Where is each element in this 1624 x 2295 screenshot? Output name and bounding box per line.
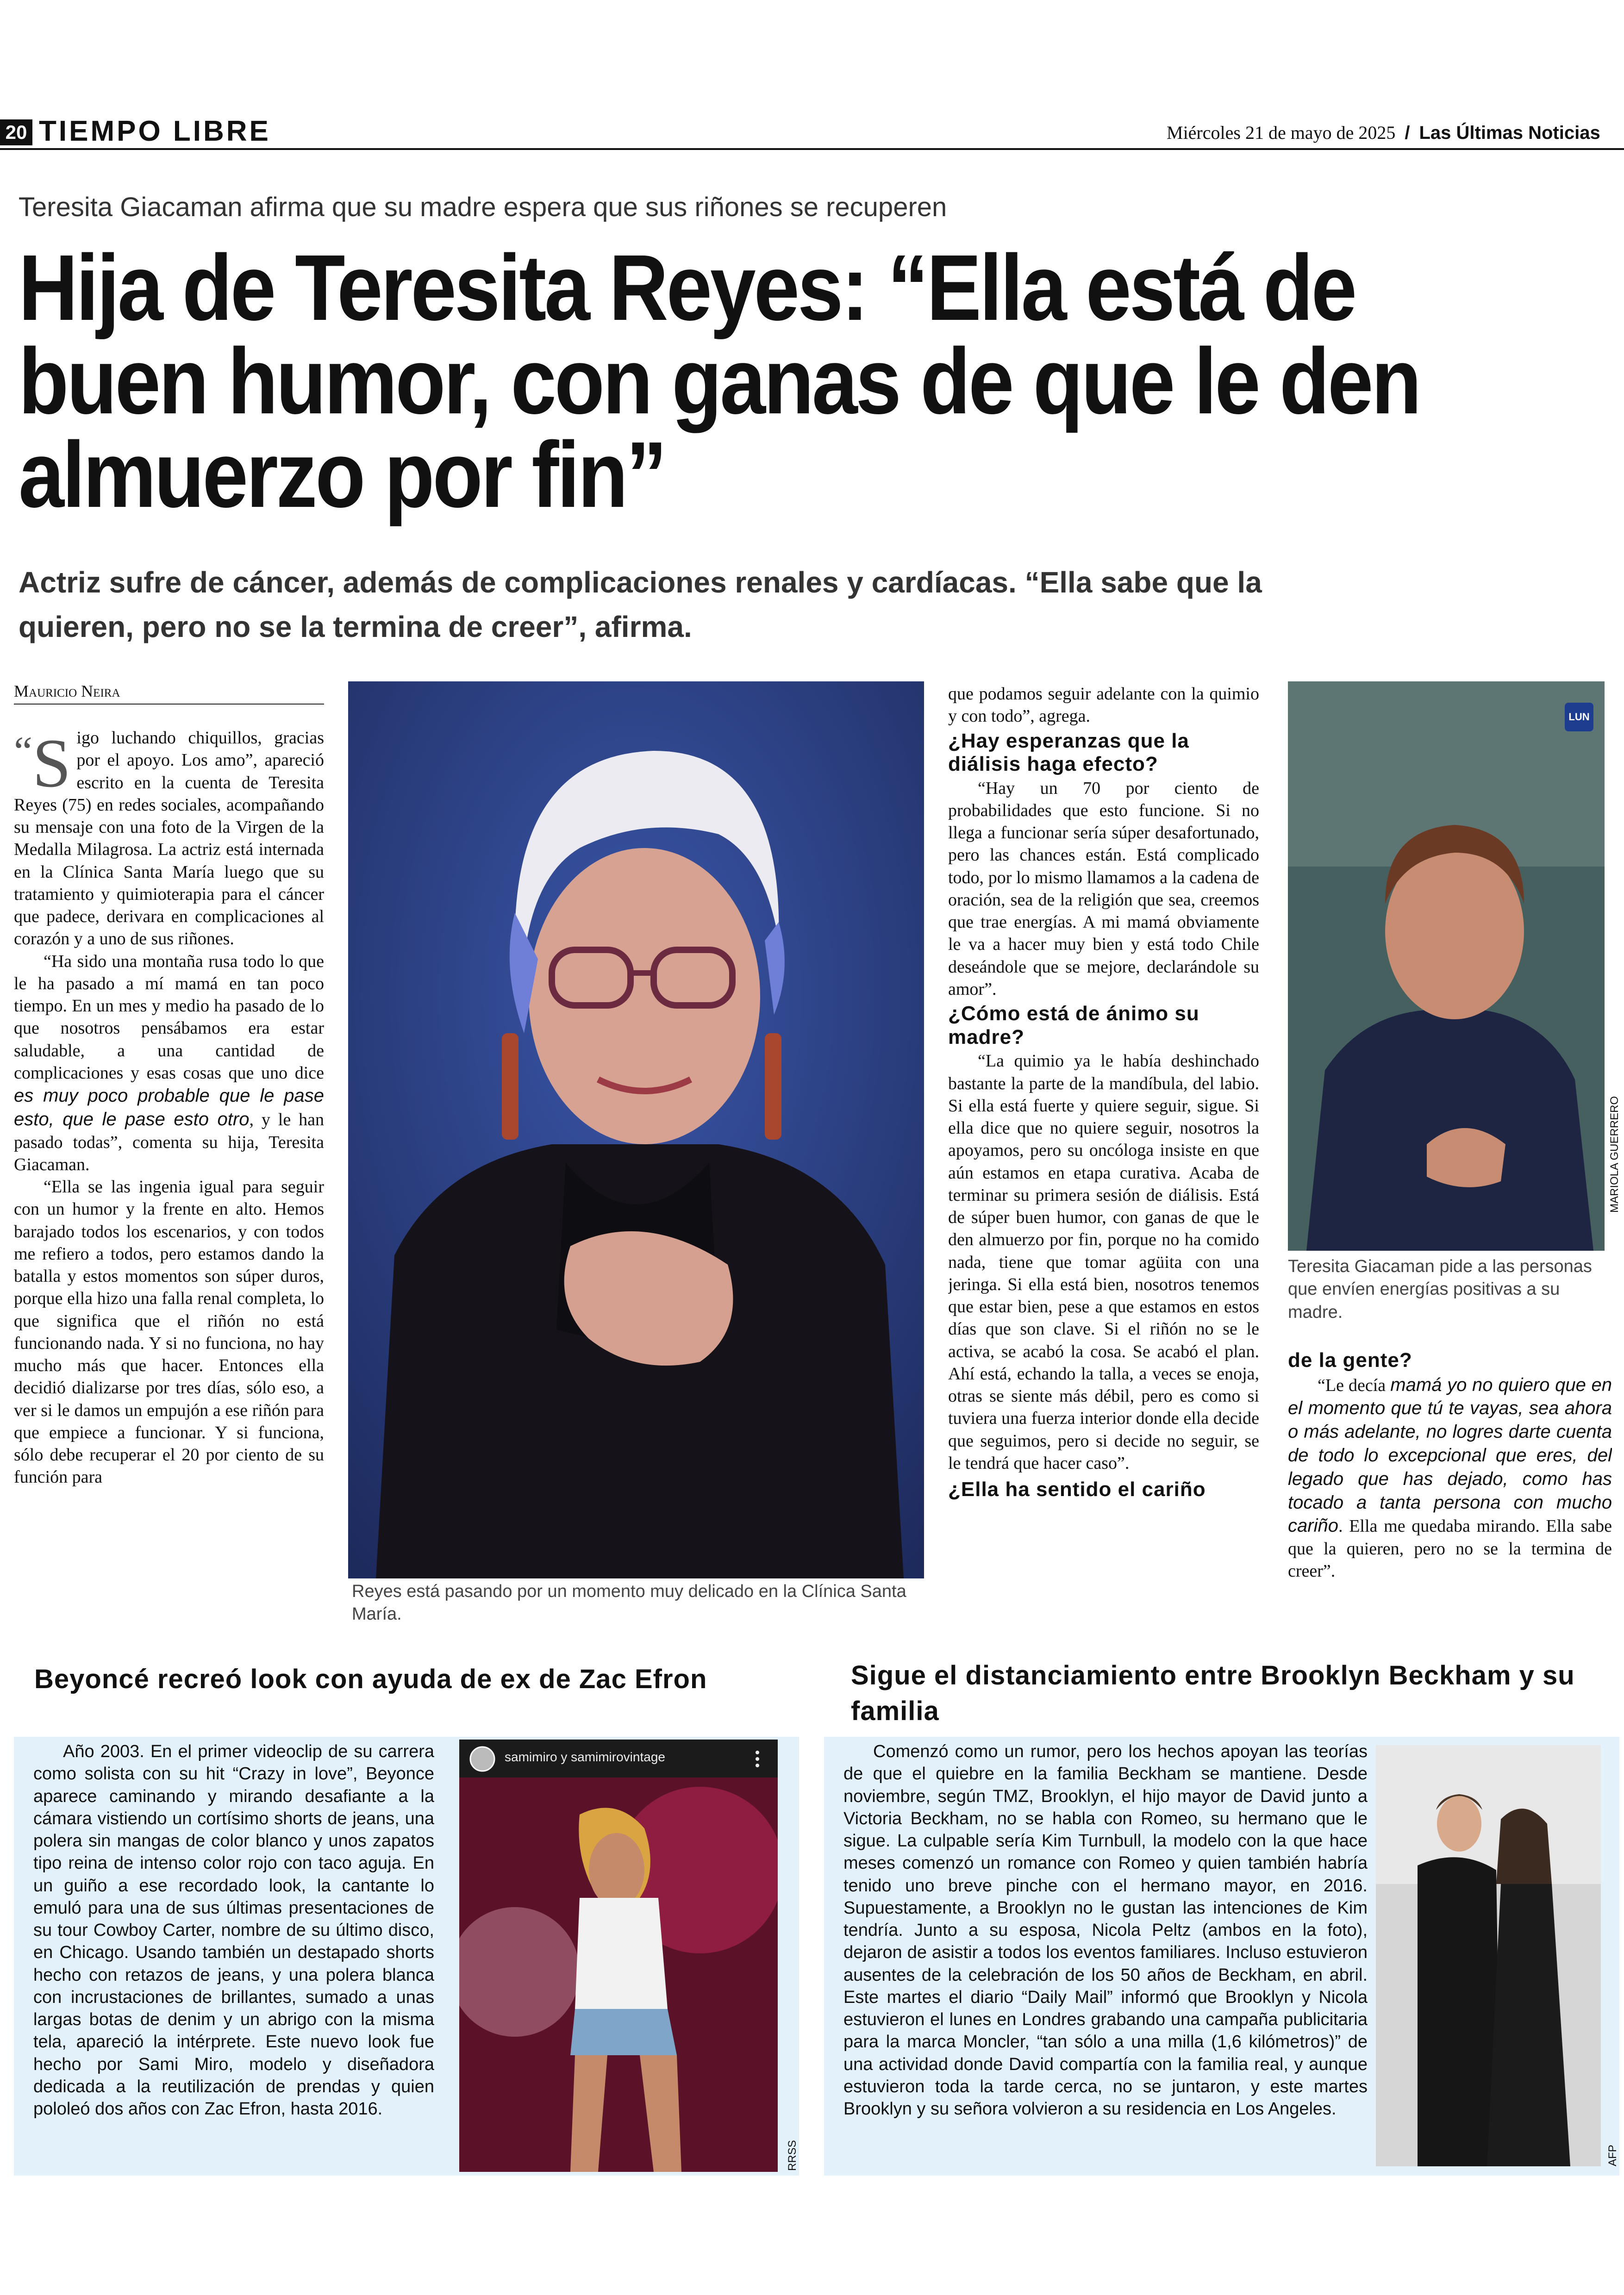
article-column-3 [948, 683, 1259, 1632]
drop-cap [14, 727, 71, 802]
article-paragraph [14, 950, 324, 1176]
article-paragraph [14, 727, 324, 950]
paragraph-text: . Ella me quedaba mirando. Ella sabe que la quieren, pero no se la termina de creer”. [1288, 1516, 1612, 1581]
headline-line: buen humor, con ganas de que le den [19, 329, 1420, 433]
page-number: 20 [0, 119, 32, 145]
photo-caption: Reyes está pasando por un momento muy delicado en la Clínica Santa María. [352, 1582, 906, 1624]
instagram-screenshot [459, 1740, 778, 2172]
headline-line: almuerzo por fin” [19, 422, 665, 527]
header-rule [0, 148, 1624, 150]
interview-question: ¿Cómo está de ánimo su madre? [948, 1002, 1199, 1048]
interview-question: de la gente? [1288, 1349, 1412, 1372]
photo-teresita-giacaman [1288, 681, 1605, 1251]
header-dateline [1167, 122, 1600, 143]
article-paragraph [1288, 1373, 1612, 1583]
portrait-illustration [1288, 681, 1605, 1251]
instagram-username: samimiro y samimirovintage [505, 1750, 665, 1764]
interview-question: ¿Ella ha sentido el cariño [948, 1478, 1206, 1501]
article-paragraph: que podamos seguir adelante con la quimio y con todo”, agrega. [948, 684, 1259, 726]
more-options-icon [754, 1750, 761, 1768]
article-subhead: Actriz sufre de cáncer, además de complicaciones renales y cardíacas. “Ella sabe que la quieren, pero no se la termina de creer”, afirma. [19, 566, 1262, 643]
beyonce-story-title: Beyoncé recreó look con ayuda de ex de Zac Efron [34, 1664, 707, 1694]
byline: Mauricio Neira [14, 682, 120, 700]
drop-cap-letter: S [32, 727, 71, 802]
drop-cap-quote: “ [14, 729, 32, 774]
beckham-story-title: Sigue el distanciamiento entre Brooklyn Beckham y su familia [851, 1660, 1575, 1726]
interview-question: ¿Hay esperanzas que la diálisis haga efecto? [948, 729, 1189, 776]
beyonce-story-text: Año 2003. En el primer videoclip de su carrera como solista con su hit “Crazy in love”, Beyonce aparece caminando y mirando desafiante a la cámara vistiendo un cortísimo shorts de jeans, una polera sin mangas de color blanco y unos zapatos tipo reina de intenso color rojo con taco aguja. En un guiño a ese recordado look, la cantante lo emuló para una de sus últimas presentaciones de su tour Cowboy Carter, nombre de su último disco, en Chicago. Usando también un destapado shorts hecho con retazos de jeans, y una polera blanca con incrustaciones de brillantes, sumado a unas largas botas de denim y un abrigo con la misma tela, apareció la intérprete. Este nuevo look fue hecho por Sami Miro, modelo y diseñadora dedicada a la reutilización de prendas y quien pololeó dos años con Zac Efron, hasta 2016. [33, 1742, 434, 2119]
photo-credit: RRSS [786, 2140, 799, 2171]
dateline-separator: / [1405, 123, 1410, 143]
article-paragraph: “Hay un 70 por ciento de probabilidades que esto funcione. Si no llega a funcionar sería súper desafortunado, pero las chances están. Está complicado todo, por lo mismo llamamos a la cadena de oración, sea de la religión que sea, creemos que trae energías. A mi mamá obviamente le va a hacer muy bien y está todo Chile deseándole que se mejore, declarándole su amor”. [948, 778, 1259, 999]
lun-logo: LUN [1565, 703, 1593, 731]
paragraph-text: “Le decía [1318, 1375, 1391, 1395]
stage-photo [459, 1777, 778, 2172]
photo-credit: MARIOLA GUERRERO [1608, 1096, 1621, 1213]
photo-teresita-reyes [348, 681, 924, 1578]
photo-credit: AFP [1606, 2145, 1619, 2166]
photo-caption: Teresita Giacaman pide a las personas que envíen energías positivas a su madre. [1288, 1257, 1592, 1322]
couple-illustration [1376, 1745, 1601, 2166]
publication-name: Las Últimas Noticias [1419, 123, 1600, 143]
portrait-illustration [348, 681, 924, 1578]
issue-date: Miércoles 21 de mayo de 2025 [1167, 122, 1396, 143]
italic-quote: es muy poco probable que le pase esto, que le pase esto otro [14, 1085, 324, 1129]
avatar-icon [469, 1746, 495, 1772]
headline-line: Hija de Teresita Reyes: “Ella está de [19, 235, 1355, 340]
photo-brooklyn-nicola [1376, 1745, 1601, 2166]
article-paragraph: “La quimio ya le había deshinchado bastante la parte de la mandíbula, del labio. Si ella está fuerte y quiere seguir, sigue. Si ella dice que no quiere seguir, nosotros la apoyamos, pero su oncóloga insiste en que aún estamos en etapa curativa. Acaba de terminar su primera sesión de diálisis. Está de súper buen humor, con ganas de que le den almuerzo por fin, porque no ha comido nada, tiene que tomar agüita con una jeringa. Si ella está bien, nosotros tenemos que estar bien, pese a que estamos en estos días que son clave. Si el riñón no se le activa, se acabó la cosa. Se acabó el plan. Ahí está, echando la talla, a veces se enoja, otras se siente más débil, pero es como si tuviera una fuerza interior donde ella decide que seguimos, pero si decide no seguir, se le tendrá que hacer caso”. [948, 1051, 1259, 1473]
paragraph-text: igo luchando chiquillos, gracias por el apoyo. Los amo”, apareció escrito en la cuenta de Teresita Reyes (75) en redes sociales, acompañando su mensaje con una foto de la Virgen de la Medalla Milagrosa. La actriz está internada en la Clínica Santa María luego que su tratamiento y quimioterapia para el cáncer que padece, derivara en complicaciones al corazón y a uno de sus riñones. [14, 728, 324, 949]
article-headline [19, 235, 1420, 527]
paragraph-text: “Ha sido una montaña rusa todo lo que le ha pasado a mí mamá en tan poco tiempo. En un mes y medio ha pasado de lo que nosotros pensábamos era estar saludable, a una cantidad de complicaciones y esas cosas que uno dice [14, 951, 324, 1083]
beckham-story-text: Comenzó como un rumor, pero los hechos apoyan las teorías de que el quiebre en la familia Beckham se mantiene. Desde noviembre, según TMZ, Brooklyn, el hijo mayor de David junto a Victoria Beckham, no se habla con Romeo, su hermano que le sigue. La culpable sería Kim Turnbull, la modelo con la que hace meses comenzó un romance con Romeo y quien también habría tenido uno breve pinche con el hermano mayor, en 2016. Supuestamente, a Brooklyn no le gustan las intenciones de Kim tendría. Junto a su esposa, Nicola Peltz (ambos en la foto), dejaron de asistir a todos los eventos familiares. Incluso estuvieron ausentes de la celebración de los 50 años de Beckham, en abril. Este martes el diario “Daily Mail” informó que Brooklyn y Nicola estuvieron el lunes en Londres grabando una campaña publicitaria para la marca Moncler, “tan sólo a una milla (1,6 kilómetros)” de una actividad donde David compartía con la familia real, y aunque estuvieron toda la tarde cerca, no se juntaron, y este martes Brooklyn y su señora volvieron a su residencia en Los Angeles. [843, 1742, 1368, 2119]
section-title: TIEMPO LIBRE [39, 115, 271, 147]
article-paragraph: “Ella se las ingenia igual para seguir con un humor y la frente en alto. Hemos barajado todos los escenarios, y con todos me refiero a todos, pero estamos dando la batalla y estos momentos son súper duros, porque ella hizo una falla renal completa, lo que significa que el riñón no está funcionando nada. Y si no funciona, no hay mucho más que hacer. Entonces ella decidió dializarse por tres días, sólo eso, a ver si le damos un empujón a ese riñón para que empiece a funcionar. Y si funciona, sólo debe recuperar el 20 por ciento de su función para [14, 1177, 324, 1487]
instagram-header [459, 1740, 778, 1777]
article-kicker: Teresita Giacaman afirma que su madre espera que sus riñones se recuperen [19, 192, 947, 222]
article-column-1 [14, 727, 324, 1620]
article-column-4 [1288, 1347, 1612, 1625]
paragraph-text: , y le han pasado todas”, comenta su hija, Teresita Giacaman. [14, 1110, 324, 1174]
byline-rule [14, 704, 324, 705]
italic-quote: mamá yo no quiero que en el momento que tú te vayas, sea ahora o más adelante, no logres darte cuenta de todo lo excepcional que eres, del legado que has dejado, como has tocado a tanta persona con mucho cariño [1288, 1374, 1612, 1536]
